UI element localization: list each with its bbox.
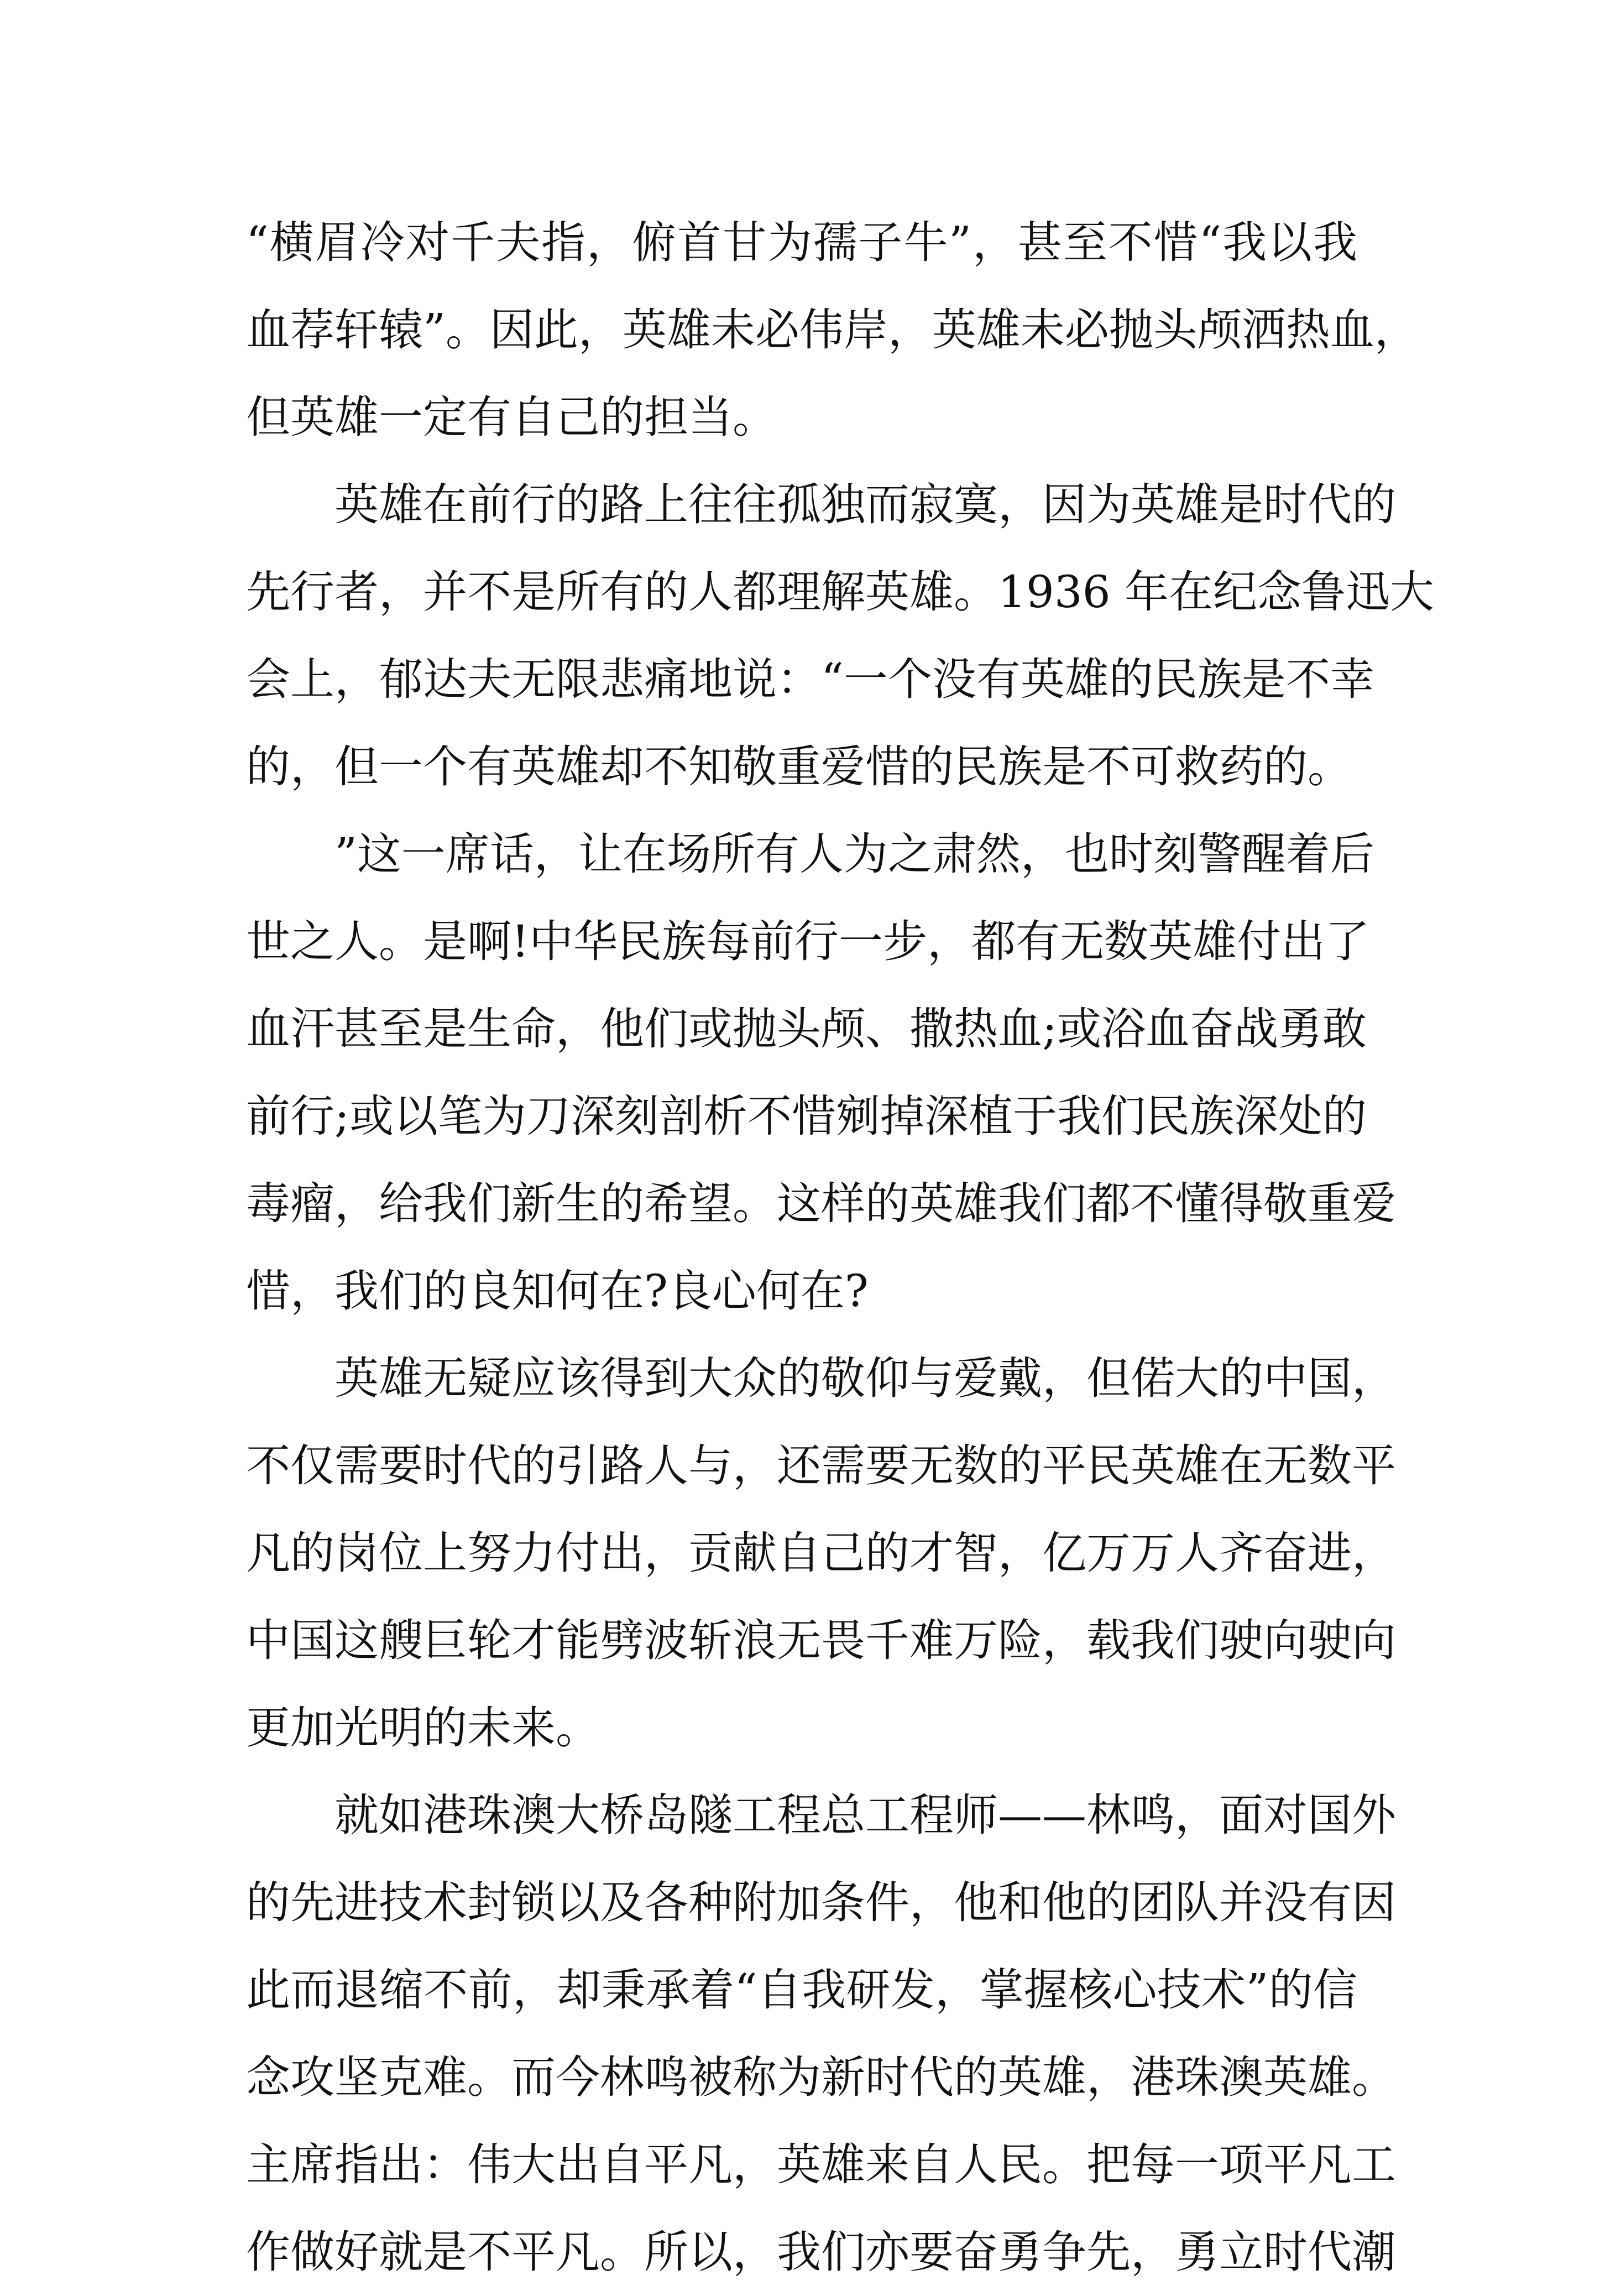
text-line: 世之人。是啊!中华民族每前行一步，都有无数英雄付出了 (246, 916, 1370, 967)
text-line: 会上，郁达夫无限悲痛地说：“一个没有英雄的民族是不幸 (246, 654, 1374, 705)
text-line: 就如港珠澳大桥岛隧工程总工程师——林鸣，面对国外 (334, 1789, 1396, 1841)
text-line: “横眉冷对千夫指，俯首甘为孺子牛”，甚至不惜“我以我 (246, 217, 1357, 268)
text-line: 的，但一个有英雄却不知敬重爱惜的民族是不可救药的。 (246, 741, 1352, 792)
text-line: 中国这艘巨轮才能劈波斩浪无畏千难万险，载我们驶向驶向 (246, 1615, 1396, 1666)
essay-body (246, 199, 1435, 2296)
text-line: 前行;或以笔为刀深刻剖析不惜剜掉深植于我们民族深处的 (246, 1090, 1367, 1142)
text-line: 凡的岗位上努力付出，贡献自己的才智，亿万万人齐奋进， (246, 1527, 1396, 1579)
text-line: 主席指出：伟大出自平凡，英雄来自人民。把每一项平凡工 (246, 2139, 1396, 2190)
text-line: ”这一席话，让在场所有人为之肃然，也时刻警醒着后 (334, 828, 1374, 880)
text-line: 血汗甚至是生命，他们或抛头颅、撒热血;或浴血奋战勇敢 (246, 1003, 1367, 1055)
text-line: 不仅需要时代的引路人与，还需要无数的平民英雄在无数平 (246, 1440, 1396, 1491)
text-line: 此而退缩不前，却秉承着“自我研发，掌握核心技术”的信 (246, 1964, 1357, 2016)
text-line: 作做好就是不平凡。所以，我们亦要奋勇争先，勇立时代潮 (246, 2226, 1396, 2278)
text-line: 念攻坚克难。而今林鸣被称为新时代的英雄，港珠澳英雄。 (246, 2052, 1396, 2103)
text-line: 英雄无疑应该得到大众的敬仰与爱戴，但偌大的中国， (334, 1353, 1396, 1404)
text-line: 但英雄一定有自己的担当。 (246, 392, 777, 443)
text-line: 血荐轩辕”。因此，英雄未必伟岸，英雄未必抛头颅洒热血， (246, 304, 1419, 356)
text-line: 惜，我们的良知何在?良心何在? (246, 1265, 869, 1317)
text-line: 英雄在前行的路上往往孤独而寂寞，因为英雄是时代的 (334, 479, 1396, 530)
text-line: 先行者，并不是所有的人都理解英雄。1936 年在纪念鲁迅大 (246, 566, 1435, 618)
text-line: 的先进技术封锁以及各种附加条件，他和他的团队并没有因 (246, 1877, 1396, 1928)
text-line: 毒瘤，给我们新生的希望。这样的英雄我们都不懂得敬重爱 (246, 1178, 1396, 1229)
text-line: 更加光明的未来。 (246, 1702, 600, 1754)
